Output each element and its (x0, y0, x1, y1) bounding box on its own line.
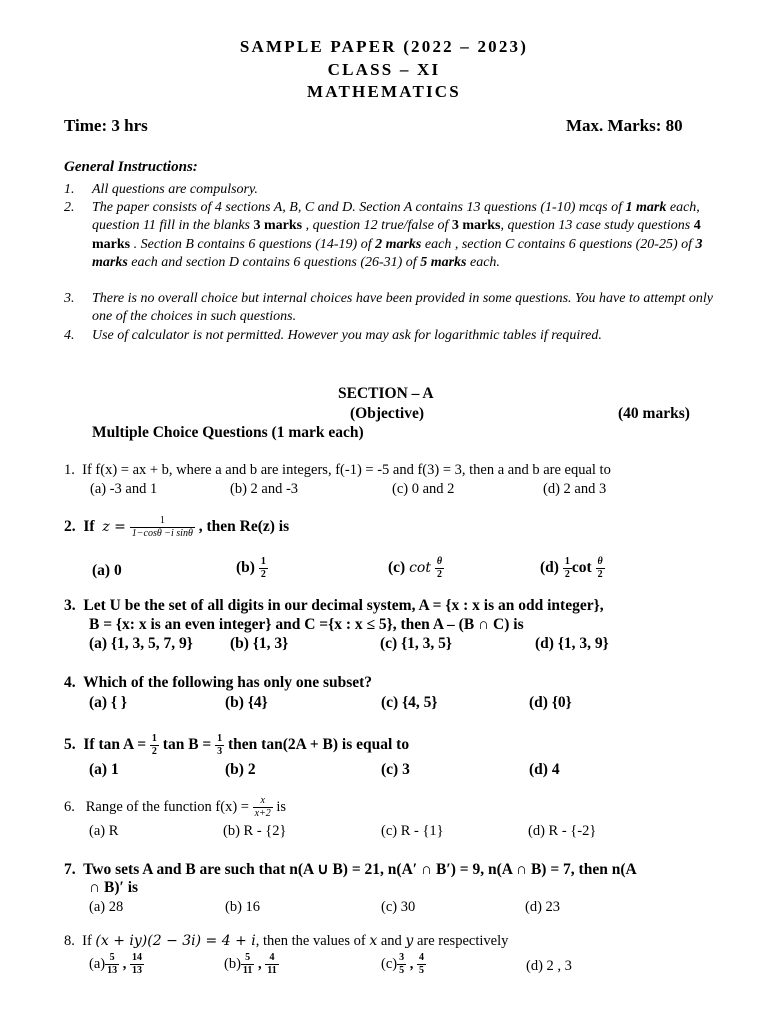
q6-option-c: (c) R - {1} (381, 823, 444, 839)
instruction-text: There is no overall choice but internal choices have been provided in some questions. You have to attempt only one of the choices in such questions. (92, 291, 713, 325)
q7-option-a: (a) 28 (89, 899, 124, 915)
q8-option-d: (d) 2 , 3 (526, 958, 572, 974)
q3-option-b: (b) {1, 3} (230, 635, 289, 652)
q2-option-b: (b) $\frac{1}{2}$ (236, 556, 266, 580)
q5-option-a: (a) 1 (89, 761, 119, 778)
q8-option-a: (a) $\frac{5}{13}$ , $\frac{14}{13}$ (89, 952, 142, 976)
subject-title: MATHEMATICS (307, 82, 461, 101)
q7-option-b: (b) 16 (225, 899, 261, 915)
question-2: 2. If z = $\frac{1}{\text{1−cosθ −i sinθ}}$ , then Re(z) is (64, 515, 290, 539)
q7-option-c: (c) 30 (381, 899, 416, 915)
q8-option-b: (b) $\frac{5}{11}$ , $\frac{4}{11}$ (224, 952, 277, 976)
q5-option-c: (c) 3 (381, 761, 410, 778)
q5-option-d: (d) 4 (529, 761, 560, 778)
instruction-item (64, 290, 714, 327)
q4-option-d: (d) {0} (529, 694, 572, 711)
q4-option-b: (b) {4} (225, 694, 268, 711)
instruction-number: 4. (64, 328, 75, 343)
q6-option-a: (a) R (89, 823, 119, 839)
instruction-text: Use of calculator is not permitted. However you may ask for logarithmic tables if required. (92, 328, 602, 343)
section-subtitle: (Objective) (350, 405, 425, 422)
question-7: 7. Two sets A and B are such that n(A ∪ B) = 21, n(A′ ∩ B′) = 9, n(A ∩ B) = 7, then n(A (64, 861, 637, 878)
q6-option-d: (d) R - {-2} (528, 823, 597, 839)
q4-option-c: (c) {4, 5} (381, 694, 438, 711)
q6-option-b: (b) R - {2} (223, 823, 287, 839)
instruction-text: All questions are compulsory. (92, 182, 258, 197)
q2-option-c: (c) cot $\frac{\theta}{2}$ (388, 556, 443, 580)
class-title: CLASS – XI (327, 60, 441, 79)
question-6: 6. Range of the function f(x) = $\frac{x}{x+2}$ is (64, 795, 287, 819)
q3-option-c: (c) {1, 3, 5} (380, 635, 453, 652)
q5-option-b: (b) 2 (225, 761, 256, 778)
question-4: 4. Which of the following has only one subset? (64, 674, 373, 691)
mcq-heading: Multiple Choice Questions (1 mark each) (92, 424, 364, 441)
q8-option-c: (c) $\frac{3}{5}$ , $\frac{4}{5}$ (381, 952, 424, 976)
instruction-item (64, 181, 714, 199)
q7-option-d: (d) 23 (525, 899, 561, 915)
question-7-line-2: ∩ B)′ is (89, 879, 139, 896)
question-8: 8. If (x + iy)(2 − 3i) = 4 + i, then the values of x and y are respectively (64, 933, 509, 949)
paper-title: SAMPLE PAPER (2022 – 2023) (239, 37, 529, 56)
q3-option-d: (d) {1, 3, 9} (535, 635, 609, 652)
q1-option-a: (a) -3 and 1 (90, 481, 158, 497)
question-1: 1. If f(x) = ax + b, where a and b are integers, f(-1) = -5 and f(3) = 3, then a and b are equal to (64, 462, 611, 478)
max-marks-label: Max. Marks: 80 (566, 116, 683, 135)
time-label: Time: 3 hrs (64, 116, 148, 135)
q2-option-d: (d) $\frac{1}{2}$ cot $\frac{\theta}{2}$ (540, 556, 603, 580)
question-3: 3. Let U be the set of all digits in our decimal system, A = {x : x is an odd integer}, (64, 597, 604, 614)
question-3-line-2: B = {x: x is an even integer} and C ={x : x ≤ 5}, then A – (B ∩ C) is (89, 616, 524, 633)
section-title: SECTION – A (338, 385, 434, 402)
question-5: 5. If tan A = $\frac{1}{2}$ tan B = $\frac{1}{3}$ then tan(2A + B) is equal to (64, 733, 410, 757)
instruction-item (64, 327, 714, 345)
q1-option-d: (d) 2 and 3 (543, 481, 607, 497)
instruction-item (64, 199, 714, 272)
q4-option-a: (a) { } (89, 694, 128, 711)
instruction-number: 3. (64, 291, 75, 306)
instruction-number: 1. (64, 182, 75, 197)
instruction-number: 2. (64, 200, 75, 215)
instruction-text: The paper consists of 4 sections A, B, C and D. Section A contains 13 questions (1-10) mcqs of 1 mark each, question 11 fill in the blanks 3 marks , question 12 true/false of 3 marks, question 13 case study questions 4 marks . Section B contains 6 questions (14-19) of 2 marks each , section C contains 6 questions (20-25) of 3 marks each and section D contains 6 questions (26-31) of 5 marks each. (92, 200, 703, 270)
q3-option-a: (a) {1, 3, 5, 7, 9} (89, 635, 193, 652)
section-marks: (40 marks) (618, 405, 690, 422)
q1-option-b: (b) 2 and -3 (230, 481, 299, 497)
instructions-heading: General Instructions: (64, 159, 198, 175)
q1-option-c: (c) 0 and 2 (392, 481, 455, 497)
q2-option-a: (a) 0 (92, 562, 122, 579)
